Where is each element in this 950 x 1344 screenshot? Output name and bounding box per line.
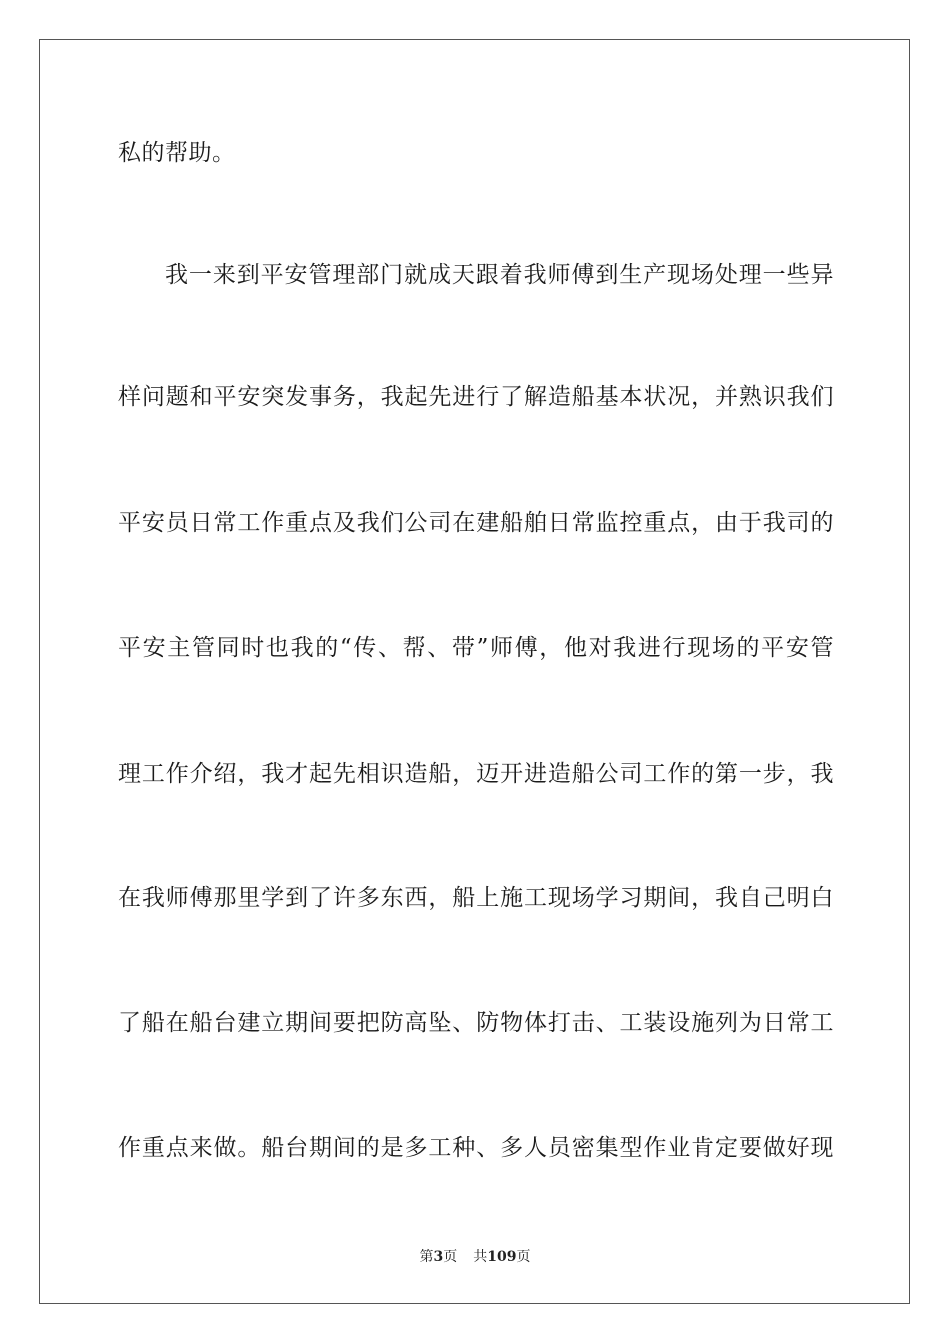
page-footer bbox=[0, 1248, 950, 1266]
page-prefix: 第 bbox=[419, 1249, 434, 1265]
paragraph-line: 平安员日常工作重点及我们公司在建船舶日常监控重点，由于我司的 bbox=[118, 510, 834, 536]
paragraph-line: 样问题和平安突发事务，我起先进行了解造船基本状况，并熟识我们 bbox=[118, 384, 834, 410]
paragraph-line: 私的帮助。 bbox=[118, 140, 236, 166]
paragraph-line: 了船在船台建立期间要把防高坠、防物体打击、工装设施列为日常工 bbox=[118, 1010, 834, 1036]
total-suffix: 页 bbox=[516, 1249, 531, 1265]
paragraph-line: 在我师傅那里学到了许多东西，船上施工现场学习期间，我自己明白 bbox=[118, 885, 834, 911]
total-pages: 109 bbox=[487, 1249, 517, 1265]
paragraph-line: 作重点来做。船台期间的是多工种、多人员密集型作业肯定要做好现 bbox=[118, 1135, 834, 1161]
total-prefix: 共 bbox=[473, 1249, 488, 1265]
paragraph-line: 理工作介绍，我才起先相识造船，迈开进造船公司工作的第一步，我 bbox=[118, 761, 834, 787]
page-border bbox=[39, 39, 910, 1304]
paragraph-line: 我一来到平安管理部门就成天跟着我师傅到生产现场处理一些异 bbox=[165, 262, 834, 288]
paragraph-line: 平安主管同时也我的“传、帮、带”师傅，他对我进行现场的平安管 bbox=[118, 635, 834, 661]
page-number: 3 bbox=[433, 1249, 444, 1265]
page-suffix: 页 bbox=[443, 1249, 458, 1265]
